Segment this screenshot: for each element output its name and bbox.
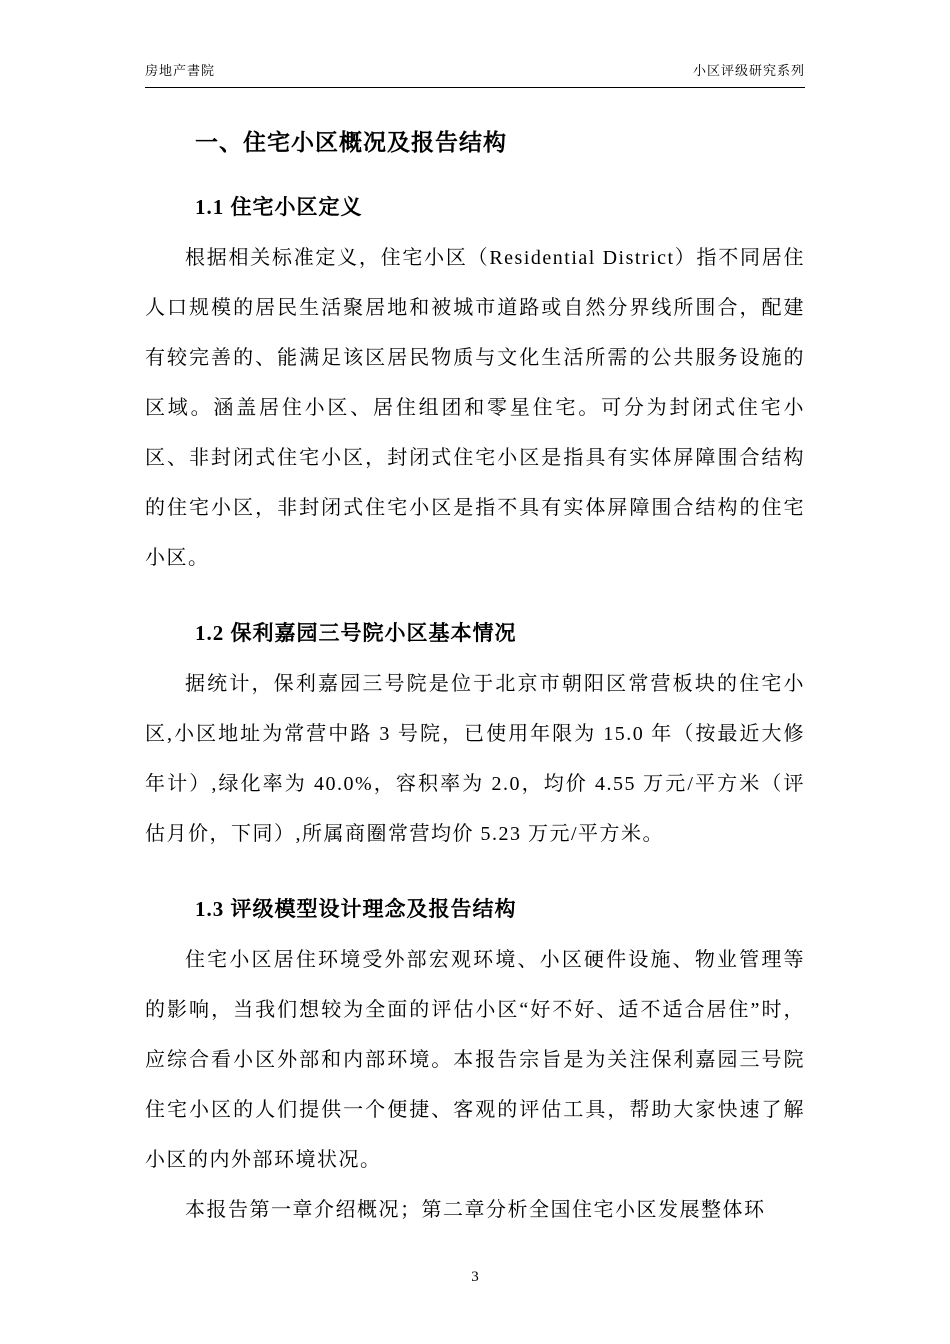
section-heading-1-2: 1.2 保利嘉园三号院小区基本情况 [195,621,517,645]
page-header [145,0,805,80]
section-1-3-paragraph-1: 住宅小区居住环境受外部宏观环境、小区硬件设施、物业管理等的影响，当我们想较为全面的评估小区“好不好、适不适合居住”时，应综合看小区外部和内部环境。本报告宗旨是为关注保利嘉园三号院住宅小区的人们提供一个便捷、客观的评估工具，帮助大家快速了解小区的内外部环境状况。 [145,949,805,1171]
header-right-text: 小区评级研究系列 [692,63,805,78]
section-heading-1-3: 1.3 评级模型设计理念及报告结构 [195,897,517,921]
document-title: 一、住宅小区概况及报告结构 [195,130,507,155]
section-1-1-paragraph: 根据相关标准定义，住宅小区（Residential District）指不同居住人口规模的居民生活聚居地和被城市道路或自然分界线所围合，配建有较完善的、能满足该区居民物质与文化生活所需的公共服务设施的区域。涵盖居住小区、居住组团和零星住宅。可分为封闭式住宅小区、非封闭式住宅小区，封闭式住宅小区是指具有实体屏障围合结构的住宅小区，非封闭式住宅小区是指不具有实体屏障围合结构的住宅小区。 [145,247,805,569]
page-number: 3 [471,1269,479,1285]
page-footer [0,1269,950,1286]
header-left-text: 房地产書院 [145,63,216,78]
section-1-3-paragraph-2: 本报告第一章介绍概况；第二章分析全国住宅小区发展整体环 [185,1199,766,1221]
section-heading-1-1: 1.1 住宅小区定义 [195,195,363,219]
header-divider [145,87,805,88]
section-1-2-paragraph: 据统计，保利嘉园三号院是位于北京市朝阳区常营板块的住宅小区,小区地址为常营中路 3 号院，已使用年限为 15.0 年（按最近大修年计）,绿化率为 40.0%，容积率为 2.0，均价 4.55 万元/平方米（评估月价，下同）,所属商圈常营均价 5.23 万元/平方米。 [145,673,805,845]
